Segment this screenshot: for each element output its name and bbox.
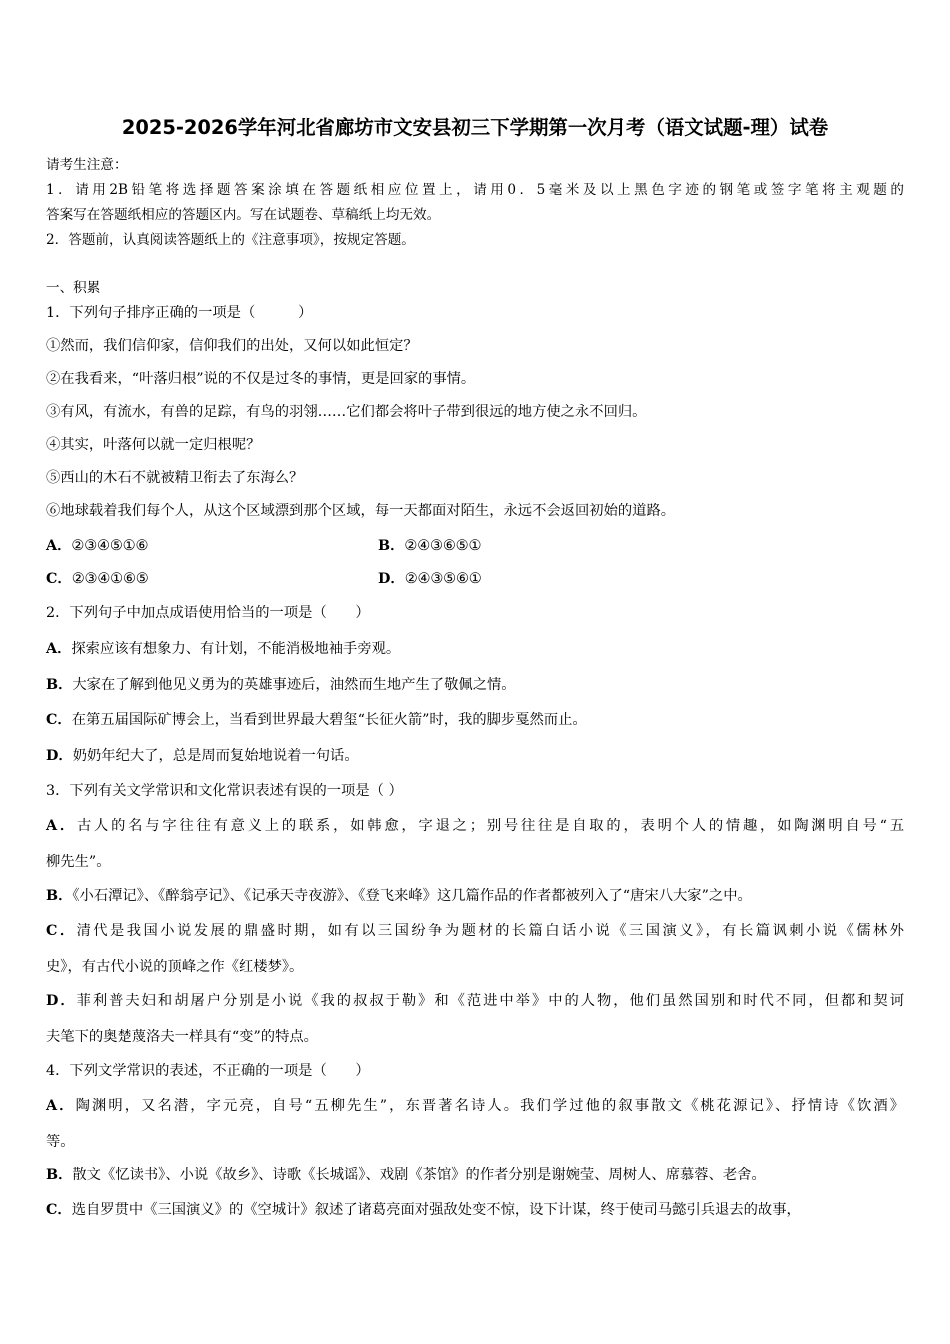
q1-sentence-4: ④其实，叶落何以就一定归根呢？ [46,437,261,453]
q4-option-c-text: 选自罗贯中《三国演义》的《空城计》叙述了诸葛亮面对强敌处变不惊，设下计谋，终于使司马懿引兵退去的故事， [71,1202,801,1218]
q3-option-b-label: B． [46,888,73,904]
exam-title: 2025-2026学年河北省廊坊市文安县初三下学期第一次月考（语文试题-理）试卷 [121,116,829,139]
q3-option-d-line-1 [46,990,904,1010]
q4-option-a-line-2: 等。 [46,1134,75,1150]
q4-option-a-line-1 [46,1095,904,1115]
q1-option-b-label: B． [378,538,405,554]
q1-option-a-text: ②③④⑤①⑥ [71,538,149,554]
q1-sentence-1: ①然而，我们信仰家，信仰我们的出处，又何以如此恒定？ [46,338,418,354]
q1-stem: 1．下列句子排序正确的一项是（ ） [46,305,313,321]
q3-option-d-text: 菲利普夫妇和胡屠户分别是小说《我的叔叔于勒》和《范进中举》中的人物，他们虽然国别和时代不同，但都和契诃 [76,993,904,1009]
q2-option-b [46,674,516,694]
q2-option-c [46,709,587,729]
q4-option-b-text: 散文《忆读书》、小说《故乡》、诗歌《长城谣》、戏剧《茶馆》的作者分别是谢婉莹、周树人、席慕蓉、老舍。 [72,1167,766,1183]
q4-option-a-label: A． [46,1098,76,1114]
q1-option-c [46,568,149,588]
notice-item-1-line-2: 答案写在答题纸相应的答题区内。写在试题卷、草稿纸上均无效。 [46,207,441,223]
q2-option-b-label: B． [46,677,73,693]
q1-option-a-label: A． [46,538,72,554]
q1-sentence-6: ⑥地球载着我们每个人，从这个区域漂到那个区域，每一天都面对陌生，永远不会返回初始的道路。 [46,503,676,519]
q2-option-d [46,745,359,765]
q1-option-c-label: C． [46,571,72,587]
q3-option-a-line-1 [46,815,904,835]
q3-option-a-label: A． [46,818,77,834]
q3-option-c-line-1 [46,920,904,940]
q2-stem: 2．下列句子中加点成语使用恰当的一项是（ ） [46,605,370,621]
q2-option-b-text: 大家在了解到他见义勇为的英雄事迹后，油然而生地产生了敬佩之情。 [72,677,516,693]
q3-option-b [46,885,752,905]
q3-stem: 3．下列有关文学常识和文化常识表述有误的一项是（ ） [46,783,403,799]
q3-option-a-text: 古人的名与字往往有意义上的联系，如韩愈，字退之；别号往往是自取的，表明个人的情趣，如陶渊明自号“五 [76,818,904,834]
section-heading: 一、积累 [46,280,101,296]
q1-option-d-label: D． [378,571,405,587]
q2-option-a-label: A． [46,641,72,657]
q1-option-d-text: ②④③⑤⑥① [404,571,482,587]
q2-option-c-label: C． [46,712,72,728]
q4-option-a-text: 陶渊明，又名潜，字元亮，自号“五柳先生”，东晋著名诗人。我们学过他的叙事散文《桃花源记》、抒情诗《饮酒》 [75,1098,905,1114]
q4-option-b-label: B． [46,1167,73,1183]
q3-option-c-text: 清代是我国小说发展的鼎盛时期，如有以三国纷争为题材的长篇白话小说《三国演义》，有长篇讽刺小说《儒林外 [76,923,904,939]
q3-option-b-text: 《小石潭记》、《醉翁亭记》、《记承天寺夜游》、《登飞来峰》这几篇作品的作者都被列入了“唐宋八大家”之中。 [72,888,752,904]
q2-option-a [46,638,400,658]
q4-option-c [46,1199,801,1219]
q1-option-a [46,535,148,555]
q1-sentence-3: ③有风，有流水，有兽的足踪，有鸟的羽翎……它们都会将叶子带到很远的地方使之永不回归。 [46,404,647,420]
q3-option-c-label: C． [46,923,77,939]
q1-option-d [378,568,482,588]
q2-option-d-text: 奶奶年纪大了，总是周而复始地说着一句话。 [72,748,359,764]
q2-option-a-text: 探索应该有想象力、有计划，不能消极地袖手旁观。 [71,641,401,657]
q1-sentence-5: ⑤西山的木石不就被精卫衔去了东海么？ [46,470,304,486]
q2-option-c-text: 在第五届国际矿博会上，当看到世界最大碧玺“长征火箭”时，我的脚步戛然而止。 [71,712,587,728]
q3-option-a-line-2: 柳先生”。 [46,854,111,870]
q1-option-c-text: ②③④①⑥⑤ [71,571,149,587]
q3-option-c-line-2: 史》，有古代小说的顶峰之作《红楼梦》。 [46,959,304,975]
q1-sentence-2: ②在我看来，“叶落归根”说的不仅是过冬的事情，更是回家的事情。 [46,371,476,387]
notice-item-1-line-1: 1．请用2B铅笔将选择题答案涂填在答题纸相应位置上，请用0．5毫米及以上黑色字迹的钢笔或签字笔将主观题的 [46,182,904,198]
q2-option-d-label: D． [46,748,73,764]
q1-option-b-text: ②④③⑥⑤① [404,538,482,554]
q3-option-d-line-2: 夫笔下的奥楚蔑洛夫一样具有“变”的特点。 [46,1029,318,1045]
q4-option-c-label: C． [46,1202,72,1218]
q1-option-b [378,535,481,555]
q3-option-d-label: D． [46,993,77,1009]
q4-option-b [46,1164,766,1184]
notice-heading: 请考生注意： [46,157,128,173]
notice-item-2: 2．答题前，认真阅读答题纸上的《注意事项》，按规定答题。 [46,232,415,248]
q4-stem: 4．下列文学常识的表述，不正确的一项是（ ） [46,1063,370,1079]
